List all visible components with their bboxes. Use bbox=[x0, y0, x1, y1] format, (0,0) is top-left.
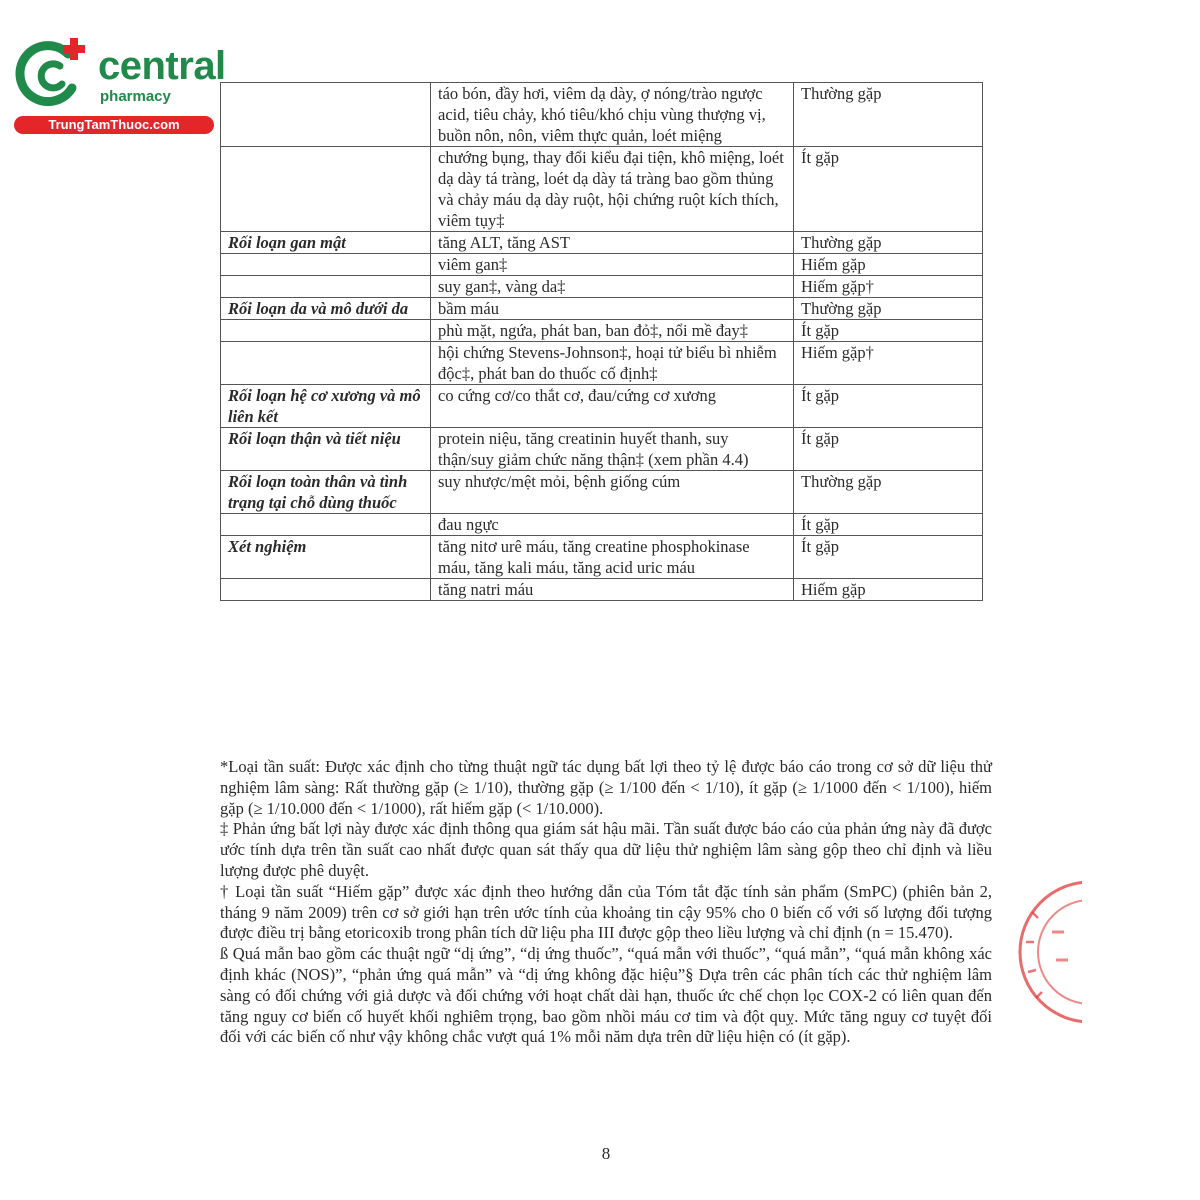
reaction-cell: tăng ALT, tăng AST bbox=[431, 232, 794, 254]
organ-class-cell bbox=[221, 579, 431, 601]
organ-class-cell: Rối loạn gan mật bbox=[221, 232, 431, 254]
adverse-reactions-table bbox=[220, 82, 983, 601]
footnote-postmarketing: ‡ Phản ứng bất lợi này được xác định thông qua giám sát hậu mãi. Tần suất được báo cáo của phản ứng này đã được ước tính dựa trên tần suất cao nhất được quan sát thấy qua dữ liệu thử nghiệm lâm sàng gộp theo chỉ định và liều lượng được phê duyệt. bbox=[220, 819, 992, 880]
reaction-cell: tăng nitơ urê máu, tăng creatine phosphokinase máu, tăng kali máu, tăng acid uric máu bbox=[431, 536, 794, 579]
table-row bbox=[221, 83, 983, 147]
table-row bbox=[221, 471, 983, 514]
organ-class-cell bbox=[221, 514, 431, 536]
table-row bbox=[221, 232, 983, 254]
frequency-cell: Hiếm gặp bbox=[794, 579, 983, 601]
organ-class-cell bbox=[221, 147, 431, 232]
table-row bbox=[221, 579, 983, 601]
organ-class-cell: Rối loạn thận và tiết niệu bbox=[221, 428, 431, 471]
reaction-cell: đau ngực bbox=[431, 514, 794, 536]
organ-class-cell bbox=[221, 320, 431, 342]
frequency-cell: Thường gặp bbox=[794, 232, 983, 254]
footnote-hypersensitivity: ß Quá mẫn bao gồm các thuật ngữ “dị ứng”, “dị ứng thuốc”, “quá mẫn với thuốc”, “quá mẫn”, “quá mẫn không xác định khác (NOS)”, “phản ứng quá mẫn” và “dị ứng không đặc hiệu”§ Dựa trên các phân tích các thử nghiệm lâm sàng có đối chứng với giả dược và đối chứng với hoạt chất dài hạn, thuốc ức chế chọn lọc COX-2 có liên quan đến tăng nguy cơ biến cố huyết khối nghiêm trọng, bao gồm nhồi máu cơ tim và đột quỵ. Mức tăng nguy cơ tuyệt đối đối với các biến cố như vậy không chắc vượt quá 1% mỗi năm dựa trên dữ liệu hiện có (ít gặp). bbox=[220, 944, 992, 1047]
red-stamp-seal-icon bbox=[1012, 872, 1082, 1032]
table-row bbox=[221, 385, 983, 428]
organ-class-cell bbox=[221, 83, 431, 147]
reaction-cell: suy gan‡, vàng da‡ bbox=[431, 276, 794, 298]
logo-brand-name: central bbox=[98, 44, 226, 88]
reaction-cell: suy nhược/mệt mỏi, bệnh giống cúm bbox=[431, 471, 794, 514]
frequency-cell: Ít gặp bbox=[794, 385, 983, 428]
page-number: 8 bbox=[601, 1144, 611, 1163]
table-row bbox=[221, 342, 983, 385]
frequency-cell: Hiếm gặp† bbox=[794, 342, 983, 385]
organ-class-cell: Rối loạn toàn thân và tình trạng tại chỗ dùng thuốc bbox=[221, 471, 431, 514]
frequency-cell: Thường gặp bbox=[794, 471, 983, 514]
frequency-cell: Ít gặp bbox=[794, 536, 983, 579]
frequency-cell: Hiếm gặp bbox=[794, 254, 983, 276]
adverse-reactions-table-body bbox=[221, 83, 983, 601]
frequency-cell: Hiếm gặp† bbox=[794, 276, 983, 298]
central-pharmacy-logo bbox=[10, 36, 226, 136]
reaction-cell: viêm gan‡ bbox=[431, 254, 794, 276]
frequency-cell: Thường gặp bbox=[794, 83, 983, 147]
reaction-cell: protein niệu, tăng creatinin huyết thanh, suy thận/suy giảm chức năng thận‡ (xem phần 4.4) bbox=[431, 428, 794, 471]
frequency-cell: Ít gặp bbox=[794, 428, 983, 471]
frequency-cell: Ít gặp bbox=[794, 320, 983, 342]
reaction-cell: co cứng cơ/co thắt cơ, đau/cứng cơ xương bbox=[431, 385, 794, 428]
reaction-cell: tăng natri máu bbox=[431, 579, 794, 601]
logo-website-url: TrungTamThuoc.com bbox=[14, 116, 214, 134]
table-row bbox=[221, 320, 983, 342]
frequency-cell: Ít gặp bbox=[794, 147, 983, 232]
reaction-cell: hội chứng Stevens-Johnson‡, hoại tử biểu bì nhiễm độc‡, phát ban do thuốc cố định‡ bbox=[431, 342, 794, 385]
logo-brand-subtitle: pharmacy bbox=[100, 88, 171, 105]
footnote-rare-category: † Loại tần suất “Hiếm gặp” được xác định theo hướng dẫn của Tóm tắt đặc tính sản phẩm (SmPC) (phiên bản 2, tháng 9 năm 2009) trên cơ sở giới hạn trên ước tính của khoảng tin cậy 95% cho 0 biến cố với số lượng đối tượng được điều trị bằng etoricoxib trong phân tích dữ liệu pha III được gộp theo liều lượng và chỉ định (n = 15.470). bbox=[220, 881, 992, 943]
footnotes bbox=[220, 757, 992, 1048]
organ-class-cell: Rối loạn hệ cơ xương và mô liên kết bbox=[221, 385, 431, 428]
organ-class-cell: Xét nghiệm bbox=[221, 536, 431, 579]
footnote-frequency: *Loại tần suất: Được xác định cho từng thuật ngữ tác dụng bất lợi theo tỷ lệ được báo cáo trong cơ sở dữ liệu thử nghiệm lâm sàng: Rất thường gặp (≥ 1/10), thường gặp (≥ 1/100 đến < 1/10), ít gặp (≥ 1/1000 đến < 1/100), hiếm gặp (≥ 1/10.000 đến < 1/1000), rất hiếm gặp (< 1/10.000). bbox=[220, 757, 992, 818]
table-row bbox=[221, 536, 983, 579]
table-row bbox=[221, 514, 983, 536]
organ-class-cell bbox=[221, 276, 431, 298]
organ-class-cell bbox=[221, 342, 431, 385]
reaction-cell: chướng bụng, thay đổi kiểu đại tiện, khô miệng, loét dạ dày tá tràng, loét dạ dày tá tràng bao gồm thủng và chảy máu dạ dày ruột, hội chứng ruột kích thích, viêm tụy‡ bbox=[431, 147, 794, 232]
table-row bbox=[221, 147, 983, 232]
organ-class-cell bbox=[221, 254, 431, 276]
table-row bbox=[221, 298, 983, 320]
organ-class-cell: Rối loạn da và mô dưới da bbox=[221, 298, 431, 320]
frequency-cell: Ít gặp bbox=[794, 514, 983, 536]
table-row bbox=[221, 428, 983, 471]
reaction-cell: bầm máu bbox=[431, 298, 794, 320]
frequency-cell: Thường gặp bbox=[794, 298, 983, 320]
pharmacy-cross-logo-icon bbox=[10, 36, 88, 114]
reaction-cell: phù mặt, ngứa, phát ban, ban đỏ‡, nổi mề đay‡ bbox=[431, 320, 794, 342]
table-row bbox=[221, 254, 983, 276]
reaction-cell: táo bón, đầy hơi, viêm dạ dày, ợ nóng/trào ngược acid, tiêu chảy, khó tiêu/khó chịu vùng thượng vị, buồn nôn, nôn, viêm thực quản, loét miệng bbox=[431, 83, 794, 147]
table-row bbox=[221, 276, 983, 298]
